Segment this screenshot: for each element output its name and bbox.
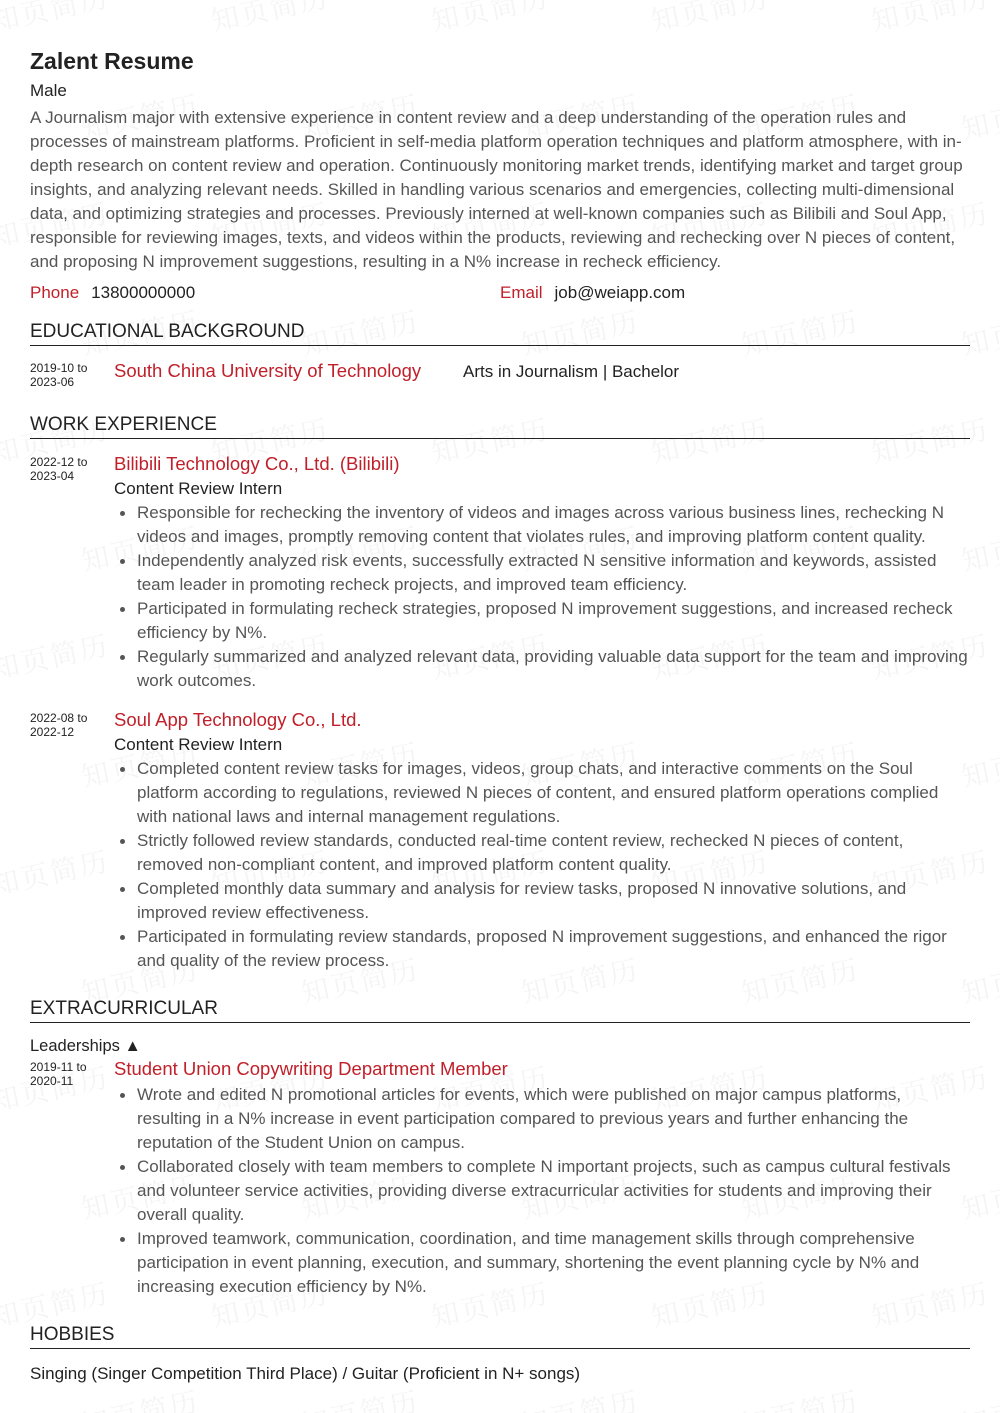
bullet-item: Completed monthly data summary and analysis for review tasks, proposed N innovative solutions, and improved review effectiveness. <box>114 877 970 925</box>
resume-header <box>30 46 970 305</box>
work-body <box>114 708 970 973</box>
company-name: Bilibili Technology Co., Ltd. (Bilibili) <box>114 453 400 474</box>
date-start: 2022-12 to <box>30 455 88 469</box>
bullet-item: Participated in formulating review standards, proposed N improvement suggestions, and enhanced the rigor and quality of the review process. <box>114 925 970 973</box>
bullet-item: Strictly followed review standards, conducted real-time content review, rechecked N pieces of content, removed non-compliant content, and improved platform content quality. <box>114 829 970 877</box>
bullet-list <box>114 1083 970 1299</box>
extracurricular-entry <box>30 1057 970 1299</box>
contact-row <box>30 281 970 305</box>
bullet-item: Responsible for rechecking the inventory of videos and images across various business lines, rechecking N videos and images, promptly removing content that violates rules, and improving platform content quality. <box>114 501 970 549</box>
extracurricular-date <box>30 1057 114 1299</box>
candidate-gender: Male <box>30 81 67 100</box>
education-section <box>30 320 970 389</box>
bullet-item: Participated in formulating recheck strategies, proposed N improvement suggestions, and increased recheck efficiency by N%. <box>114 597 970 645</box>
date-start: 2022-08 to <box>30 711 88 725</box>
bullet-item: Regularly summarized and analyzed relevant data, providing valuable data support for the team and improving work outcomes. <box>114 645 970 693</box>
date-end: 2022-12 <box>30 725 75 739</box>
education-body <box>114 359 970 389</box>
section-title-extracurricular: EXTRACURRICULAR <box>30 997 970 1023</box>
date-start: 2019-11 to <box>30 1060 87 1074</box>
email-item <box>500 281 970 305</box>
phone-value: 13800000000 <box>91 283 196 302</box>
hobbies-text: Singing (Singer Competition Third Place) / Guitar (Proficient in N+ songs) <box>30 1364 581 1383</box>
leaderships-subheading: Leaderships ▲ <box>30 1037 141 1055</box>
bullet-item: Completed content review tasks for images, videos, group chats, and interactive comments on the Soul platform according to regulations, reviewed N pieces of content, and ensured platform operations complied with national laws and internal management regulations. <box>114 757 970 829</box>
email-label: Email <box>500 283 543 302</box>
bullet-list <box>114 501 970 693</box>
date-end: 2020-11 <box>30 1074 74 1088</box>
section-title-work: WORK EXPERIENCE <box>30 413 970 439</box>
bullet-item: Wrote and edited N promotional articles for events, which were published on major campus platforms, resulting in a N% increase in event participation compared to previous years and further enhancing the reputation of the Student Union on campus. <box>114 1083 970 1155</box>
section-title-education: EDUCATIONAL BACKGROUND <box>30 320 970 346</box>
education-entry <box>30 359 970 389</box>
hobbies-section <box>30 1323 970 1386</box>
work-entry <box>30 452 970 693</box>
education-date <box>30 359 114 389</box>
work-section <box>30 413 970 973</box>
work-date <box>30 452 114 693</box>
phone-item <box>30 281 500 305</box>
company-name: Soul App Technology Co., Ltd. <box>114 709 362 730</box>
position-title: Student Union Copywriting Department Member <box>114 1058 508 1079</box>
summary-paragraph: A Journalism major with extensive experience in content review and a deep understanding of the operation rules and processes of mainstream platforms. Proficient in self-media platform operation techniques and platform atmosphere, with in-depth research on content review and operation. Continuously monitoring market trends, identifying market and target group insights, and analyzing relevant needs. Skilled in handling various scenarios and emergencies, collecting multi-dimensional data, and optimizing strategies and processes. Previously interned at well-known companies such as Bilibili and Soul App, responsible for reviewing images, texts, and videos within the products, reviewing and rechecking over N pieces of content, and proposing N improvement suggestions, resulting in a N% increase in recheck efficiency. <box>30 108 963 271</box>
date-end: 2023-06 <box>30 375 75 389</box>
date-end: 2023-04 <box>30 469 75 483</box>
job-role: Content Review Intern <box>114 479 283 498</box>
job-role: Content Review Intern <box>114 735 283 754</box>
phone-label: Phone <box>30 283 80 302</box>
bullet-item: Independently analyzed risk events, successfully extracted N sensitive information and keywords, assisted team leader in promoting recheck projects, and improved team efficiency. <box>114 549 970 597</box>
work-date <box>30 708 114 973</box>
extracurricular-body <box>114 1057 970 1299</box>
section-title-hobbies: HOBBIES <box>30 1323 970 1349</box>
extracurricular-section <box>30 997 970 1299</box>
date-start: 2019-10 to <box>30 361 88 375</box>
bullet-list <box>114 757 970 973</box>
work-entry <box>30 708 970 973</box>
bullet-item: Collaborated closely with team members to complete N important projects, such as campus cultural festivals and volunteer service activities, providing diverse extracurricular activities for students and improving their overall quality. <box>114 1155 970 1227</box>
bullet-item: Improved teamwork, communication, coordination, and time management skills through comprehensive participation in event planning, execution, and summary, shortening the event planning cycle by N% and increasing execution efficiency by N%. <box>114 1227 970 1299</box>
degree: Arts in Journalism | Bachelor <box>463 362 680 381</box>
school-name: South China University of Technology <box>114 360 422 381</box>
email-value: job@weiapp.com <box>554 283 686 302</box>
work-body <box>114 452 970 693</box>
candidate-name: Zalent Resume <box>30 48 194 74</box>
